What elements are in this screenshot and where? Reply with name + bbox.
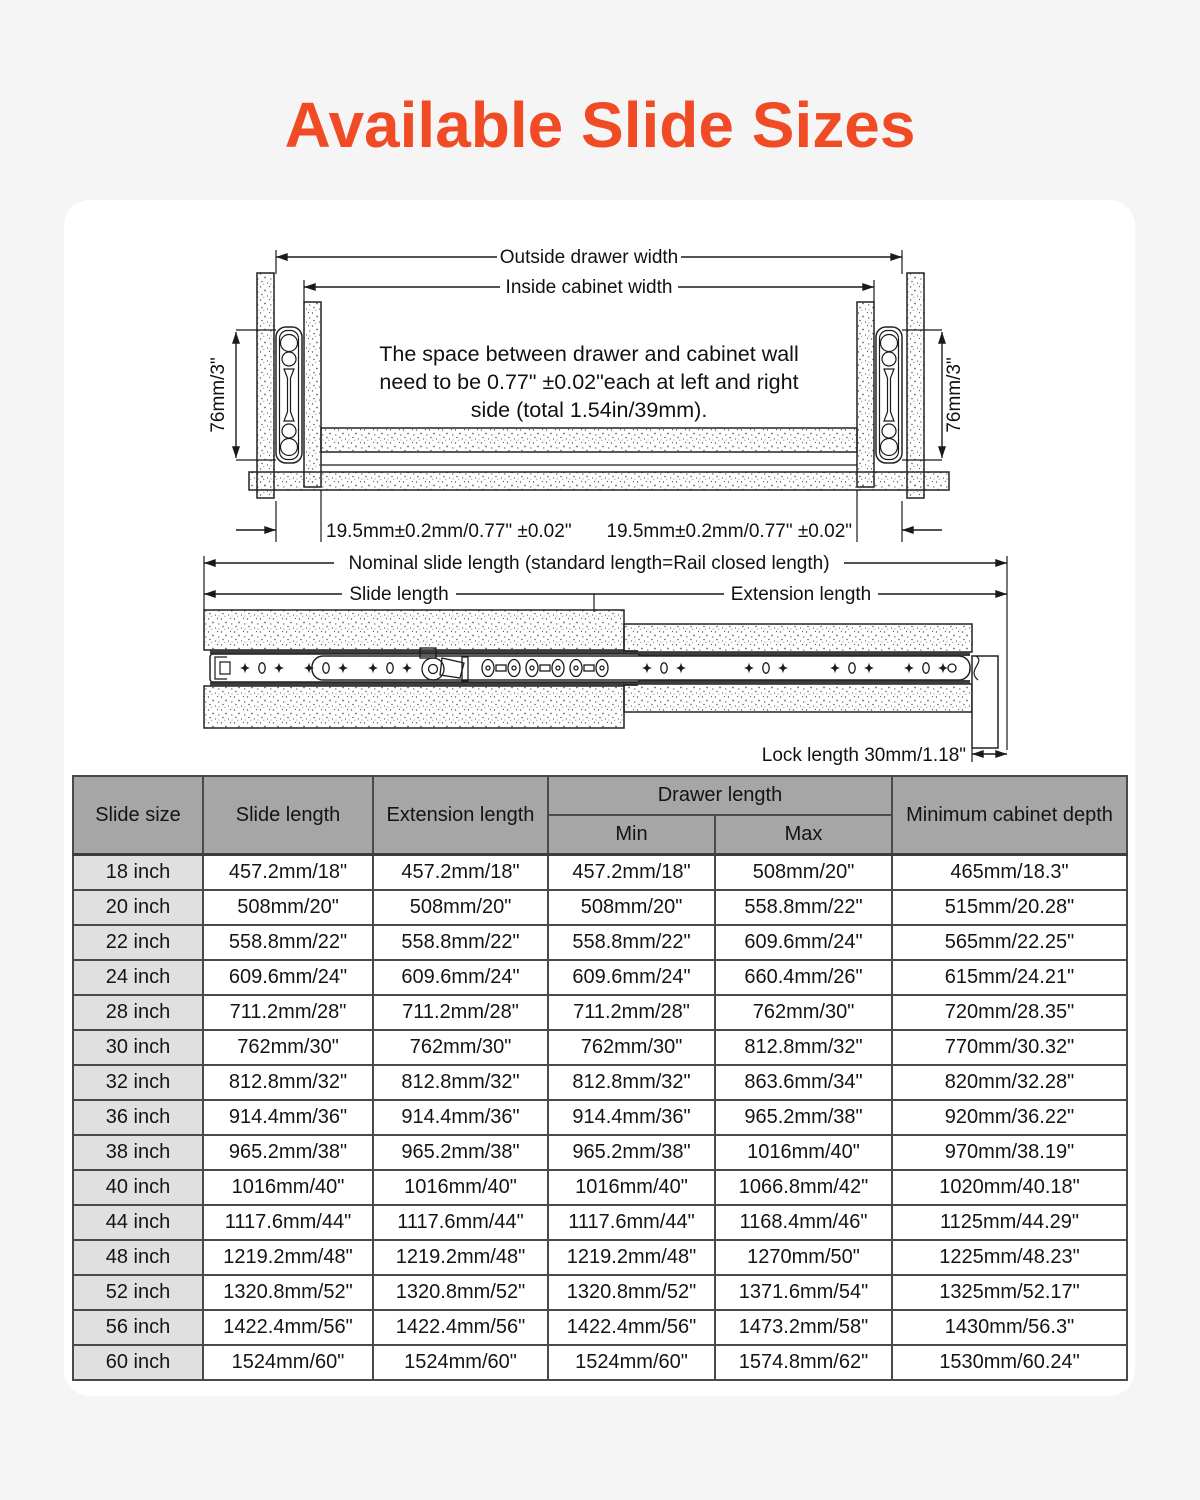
table-cell: 609.6mm/24"	[373, 960, 548, 995]
content-card	[64, 200, 1135, 1396]
header-slide-length: Slide length	[203, 776, 373, 855]
table-cell: 1422.4mm/56"	[373, 1310, 548, 1345]
dim-outside-drawer-width	[276, 247, 902, 274]
table-cell: 1524mm/60"	[373, 1345, 548, 1380]
slide-height-right-label: 76mm/3"	[944, 357, 965, 433]
table-row	[73, 960, 1127, 995]
dim-gap-left	[236, 490, 572, 542]
header-slide-size: Slide size	[73, 776, 203, 855]
table-cell: 965.2mm/38"	[373, 1135, 548, 1170]
spacing-note-line1: The space between drawer and cabinet wall	[379, 342, 799, 366]
dim-extension-length	[594, 584, 1007, 605]
table-cell: 1371.6mm/54"	[715, 1275, 892, 1310]
table-cell: 38 inch	[73, 1135, 203, 1170]
table-cell: 762mm/30"	[715, 995, 892, 1030]
table-row	[73, 1240, 1127, 1275]
drawer-bottom-board-mid	[624, 684, 972, 712]
table-cell: 609.6mm/24"	[715, 925, 892, 960]
spacing-note	[379, 342, 799, 422]
right-slide-cross-section	[876, 327, 902, 463]
table-cell: 762mm/30"	[548, 1030, 715, 1065]
table-cell: 508mm/20"	[715, 855, 892, 891]
table-cell: 558.8mm/22"	[548, 925, 715, 960]
table-cell: 1219.2mm/48"	[203, 1240, 373, 1275]
table-cell: 457.2mm/18"	[203, 855, 373, 891]
header-drawer-length: Drawer length	[548, 776, 892, 815]
table-cell: 812.8mm/32"	[548, 1065, 715, 1100]
size-table	[72, 775, 1128, 1381]
header-extension-length: Extension length	[373, 776, 548, 855]
table-cell: 36 inch	[73, 1100, 203, 1135]
table-cell: 24 inch	[73, 960, 203, 995]
table-row	[73, 1100, 1127, 1135]
dim-slide-length	[204, 584, 594, 612]
nominal-length-label: Nominal slide length (standard length=Rail closed length)	[348, 553, 830, 574]
middle-diagram	[64, 552, 1134, 774]
header-drawer-max: Max	[715, 815, 892, 855]
slide-length-label: Slide length	[349, 584, 449, 605]
table-row	[73, 1170, 1127, 1205]
table-cell: 1066.8mm/42"	[715, 1170, 892, 1205]
table-row	[73, 1275, 1127, 1310]
table-cell: 615mm/24.21"	[892, 960, 1127, 995]
table-cell: 1473.2mm/58"	[715, 1310, 892, 1345]
page-title: Available Slide Sizes	[284, 89, 916, 161]
table-cell: 1325mm/52.17"	[892, 1275, 1127, 1310]
table-cell: 60 inch	[73, 1345, 203, 1380]
cabinet-top-board	[204, 610, 624, 650]
table-cell: 1422.4mm/56"	[203, 1310, 373, 1345]
table-cell: 965.2mm/38"	[548, 1135, 715, 1170]
table-row	[73, 1030, 1127, 1065]
right-drawer-side	[857, 302, 874, 487]
table-cell: 1117.6mm/44"	[203, 1205, 373, 1240]
table-cell: 30 inch	[73, 1030, 203, 1065]
table-row	[73, 1205, 1127, 1240]
table-cell: 1524mm/60"	[203, 1345, 373, 1380]
lock-length-label: Lock length 30mm/1.18"	[761, 745, 966, 766]
table-cell: 558.8mm/22"	[203, 925, 373, 960]
table-cell: 914.4mm/36"	[203, 1100, 373, 1135]
table-cell: 1016mm/40"	[373, 1170, 548, 1205]
table-row	[73, 890, 1127, 925]
extension-length-label: Extension length	[730, 584, 872, 605]
table-cell: 1016mm/40"	[715, 1135, 892, 1170]
table-cell: 1574.8mm/62"	[715, 1345, 892, 1380]
table-cell: 508mm/20"	[548, 890, 715, 925]
table-cell: 720mm/28.35"	[892, 995, 1127, 1030]
dim-gap-right	[606, 490, 942, 542]
dim-inside-cabinet-width	[304, 277, 874, 302]
right-cabinet-wall	[907, 273, 924, 498]
left-drawer-side	[304, 302, 321, 487]
table-row	[73, 925, 1127, 960]
table-cell: 18 inch	[73, 855, 203, 891]
table-cell: 1168.4mm/46"	[715, 1205, 892, 1240]
table-cell: 457.2mm/18"	[373, 855, 548, 891]
table-row	[73, 1310, 1127, 1345]
table-row	[73, 995, 1127, 1030]
table-cell: 965.2mm/38"	[203, 1135, 373, 1170]
drawer-bottom-board	[321, 428, 857, 452]
table-cell: 1125mm/44.29"	[892, 1205, 1127, 1240]
table-cell: 965.2mm/38"	[715, 1100, 892, 1135]
table-row	[73, 1065, 1127, 1100]
table-cell: 508mm/20"	[373, 890, 548, 925]
dim-lock-length	[762, 745, 1007, 766]
table-cell: 660.4mm/26"	[715, 960, 892, 995]
table-cell: 812.8mm/32"	[203, 1065, 373, 1100]
table-cell: 1320.8mm/52"	[203, 1275, 373, 1310]
table-cell: 1524mm/60"	[548, 1345, 715, 1380]
table-cell: 457.2mm/18"	[548, 855, 715, 891]
table-cell: 609.6mm/24"	[203, 960, 373, 995]
table-cell: 52 inch	[73, 1275, 203, 1310]
table-cell: 1320.8mm/52"	[548, 1275, 715, 1310]
table-cell: 914.4mm/36"	[373, 1100, 548, 1135]
table-cell: 770mm/30.32"	[892, 1030, 1127, 1065]
table-cell: 56 inch	[73, 1310, 203, 1345]
header-min-cabinet-depth: Minimum cabinet depth	[892, 776, 1127, 855]
table-cell: 820mm/32.28"	[892, 1065, 1127, 1100]
outside-drawer-width-label: Outside drawer width	[499, 247, 679, 268]
table-cell: 508mm/20"	[203, 890, 373, 925]
table-cell: 762mm/30"	[203, 1030, 373, 1065]
table-cell: 1020mm/40.18"	[892, 1170, 1127, 1205]
table-cell: 1320.8mm/52"	[373, 1275, 548, 1310]
table-cell: 1225mm/48.23"	[892, 1240, 1127, 1275]
spacing-note-line3: side (total 1.54in/39mm).	[470, 398, 708, 422]
table-row	[73, 855, 1127, 891]
table-cell: 1016mm/40"	[548, 1170, 715, 1205]
table-cell: 1270mm/50"	[715, 1240, 892, 1275]
end-bracket	[972, 656, 998, 748]
table-cell: 1117.6mm/44"	[373, 1205, 548, 1240]
table-cell: 762mm/30"	[373, 1030, 548, 1065]
gap-right-label: 19.5mm±0.2mm/0.77" ±0.02"	[606, 521, 852, 542]
table-row	[73, 1135, 1127, 1170]
table-cell: 711.2mm/28"	[373, 995, 548, 1030]
left-cabinet-wall	[257, 273, 274, 498]
table-body	[73, 855, 1127, 1381]
table-cell: 1016mm/40"	[203, 1170, 373, 1205]
top-diagram	[64, 220, 1134, 552]
table-cell: 565mm/22.25"	[892, 925, 1127, 960]
table-cell: 1422.4mm/56"	[548, 1310, 715, 1345]
table-cell: 1530mm/60.24"	[892, 1345, 1127, 1380]
table-cell: 711.2mm/28"	[548, 995, 715, 1030]
table-cell: 970mm/38.19"	[892, 1135, 1127, 1170]
table-cell: 465mm/18.3"	[892, 855, 1127, 891]
table-cell: 920mm/36.22"	[892, 1100, 1127, 1135]
table-cell: 711.2mm/28"	[203, 995, 373, 1030]
table-cell: 44 inch	[73, 1205, 203, 1240]
table-cell: 914.4mm/36"	[548, 1100, 715, 1135]
drawer-top-board	[624, 624, 972, 652]
table-row	[73, 1345, 1127, 1380]
table-cell: 28 inch	[73, 995, 203, 1030]
header-drawer-min: Min	[548, 815, 715, 855]
table-cell: 558.8mm/22"	[373, 925, 548, 960]
table-cell: 1117.6mm/44"	[548, 1205, 715, 1240]
cabinet-bottom-board-mid	[204, 686, 624, 728]
left-slide-cross-section	[276, 327, 302, 463]
inside-cabinet-width-label: Inside cabinet width	[505, 277, 673, 298]
table-cell: 558.8mm/22"	[715, 890, 892, 925]
table-cell: 812.8mm/32"	[373, 1065, 548, 1100]
table-cell: 515mm/20.28"	[892, 890, 1127, 925]
table-cell: 32 inch	[73, 1065, 203, 1100]
table-cell: 863.6mm/34"	[715, 1065, 892, 1100]
table-cell: 609.6mm/24"	[548, 960, 715, 995]
table-cell: 1219.2mm/48"	[373, 1240, 548, 1275]
spacing-note-line2: need to be 0.77" ±0.02"each at left and right	[379, 370, 799, 394]
table-cell: 22 inch	[73, 925, 203, 960]
slide-height-left-label: 76mm/3"	[208, 357, 229, 433]
table-cell: 812.8mm/32"	[715, 1030, 892, 1065]
gap-left-label: 19.5mm±0.2mm/0.77" ±0.02"	[326, 521, 572, 542]
table-cell: 1219.2mm/48"	[548, 1240, 715, 1275]
cabinet-bottom-board	[249, 472, 949, 490]
table-cell: 1430mm/56.3"	[892, 1310, 1127, 1345]
table-cell: 40 inch	[73, 1170, 203, 1205]
table-cell: 48 inch	[73, 1240, 203, 1275]
table-cell: 20 inch	[73, 890, 203, 925]
